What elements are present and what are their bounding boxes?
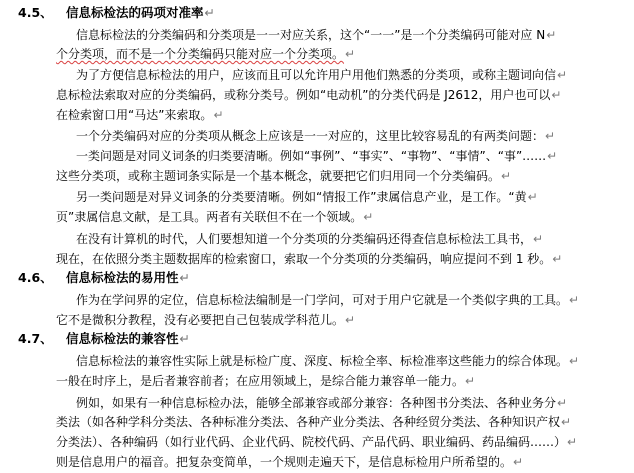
paragraph-line: 息标检法索取对应的分类编码，或称分类号。例如“电动机”的分类代码是 J2612，用户也可以↵ bbox=[56, 88, 562, 102]
paragraph-line: 信息标检法的兼容性实际上就是标检广度、深度、标检全率、标检准率这些能力的综合体现。↵ bbox=[76, 354, 580, 368]
paragraph-mark-icon: ↵ bbox=[569, 354, 580, 368]
section-title: 信息标检法的兼容性 bbox=[66, 331, 179, 346]
paragraph-mark-icon: ↵ bbox=[345, 313, 356, 327]
paragraph-mark-icon: ↵ bbox=[551, 88, 562, 102]
section-number: 4.6、 bbox=[18, 270, 53, 285]
paragraph-mark-icon: ↵ bbox=[557, 396, 568, 410]
section-number: 4.5、 bbox=[18, 5, 53, 20]
section-heading-4-7 bbox=[18, 332, 190, 346]
paragraph-mark-icon: ↵ bbox=[561, 415, 572, 429]
paragraph-line: 它不是微积分教程，没有必要把自己包装成学科范儿。↵ bbox=[56, 313, 356, 327]
paragraph-line: 则是信息用户的福音。把复杂变简单，一个规则走遍天下，是信息标检用户所希望的。↵ bbox=[56, 455, 524, 469]
paragraph-mark-icon: ↵ bbox=[213, 108, 224, 122]
paragraph-mark-icon: ↵ bbox=[557, 68, 568, 82]
paragraph-line: 现在，在依照分类主题数据库的检索窗口，索取一个分类项的分类编码，响应提问不到 1 秒。↵ bbox=[56, 252, 563, 266]
paragraph-line: 一类问题是对同义词条的归类要清晰。例如“事例”、“事实”、“事物”、“事情”、“事”……↵ bbox=[76, 149, 558, 163]
paragraph-line: 一个分类编码对应的分类项从概念上应该是一一对应的，这里比较容易乱的有两类问题：↵ bbox=[76, 129, 556, 143]
paragraph-line: 为了方便信息标检法的用户，应该而且可以允许用户用他们熟悉的分类项，或称主题词向信↵ bbox=[76, 68, 568, 82]
section-title: 信息标检法的码项对准率 bbox=[66, 5, 204, 20]
paragraph-mark-icon: ↵ bbox=[552, 252, 563, 266]
paragraph-mark-icon: ↵ bbox=[465, 374, 476, 388]
paragraph-line: 分类法）、各种编码（如行业代码、企业代码、院校代码、产品代码、职业编码、药品编码……）↵ bbox=[56, 435, 578, 449]
paragraph-mark-icon: ↵ bbox=[363, 210, 374, 224]
paragraph-line: 类法（如各种学科分类法、各种标准分类法、各种产业分类法、各种经贸分类法、各种知识产权↵ bbox=[56, 415, 572, 429]
paragraph-mark-icon: ↵ bbox=[501, 169, 512, 183]
paragraph-line: 在检索窗口用“马达”来索取。↵ bbox=[56, 108, 224, 122]
paragraph-line: 在没有计算机的时代，人们要想知道一个分类项的分类编码还得查信息标检法工具书，↵ bbox=[76, 232, 544, 246]
paragraph-mark-icon: ↵ bbox=[567, 435, 578, 449]
paragraph-line: 信息标检法的分类编码和分类项是一一对应关系，这个“一一”是一个分类编码可能对应 N↵ bbox=[76, 28, 557, 42]
paragraph-line: 另一类问题是对异义词条的分类要清晰。例如“情报工作”隶属信息产业，是工作。“黄↵ bbox=[76, 190, 538, 204]
paragraph-mark-icon: ↵ bbox=[179, 331, 190, 346]
paragraph-line: 这些分类项，或称主题词条实际是一个基本概念，就要把它们归用同一个分类编码。↵ bbox=[56, 169, 512, 183]
paragraph-mark-icon: ↵ bbox=[345, 47, 356, 61]
section-title: 信息标检法的易用性 bbox=[66, 270, 179, 285]
section-heading-4-5 bbox=[18, 6, 215, 20]
paragraph-mark-icon: ↵ bbox=[545, 129, 556, 143]
paragraph-line: 个分类项，而不是一个分类编码只能对应一个分类项。↵ bbox=[56, 47, 356, 61]
paragraph-mark-icon: ↵ bbox=[546, 28, 557, 42]
paragraph-mark-icon: ↵ bbox=[527, 190, 538, 204]
paragraph-mark-icon: ↵ bbox=[569, 293, 580, 307]
section-heading-4-6 bbox=[18, 271, 190, 285]
paragraph-line: 例如，如果有一种信息标检办法，能够全部兼容或部分兼容：各种图书分类法、各种业务分↵ bbox=[76, 396, 568, 410]
paragraph-line: 作为在学问界的定位，信息标检法编制是一门学问，可对于用户它就是一个类似字典的工具。↵ bbox=[76, 293, 580, 307]
paragraph-mark-icon: ↵ bbox=[533, 232, 544, 246]
section-number: 4.7、 bbox=[18, 331, 53, 346]
paragraph-mark-icon: ↵ bbox=[547, 149, 558, 163]
paragraph-line: 页”隶属信息文献，是工具。两者有关联但不在一个领域。↵ bbox=[56, 210, 374, 224]
paragraph-mark-icon: ↵ bbox=[204, 5, 215, 20]
paragraph-line: 一般在时序上，是后者兼容前者；在应用领域上，是综合能力兼容单一能力。↵ bbox=[56, 374, 476, 388]
paragraph-mark-icon: ↵ bbox=[513, 455, 524, 469]
paragraph-mark-icon: ↵ bbox=[179, 270, 190, 285]
